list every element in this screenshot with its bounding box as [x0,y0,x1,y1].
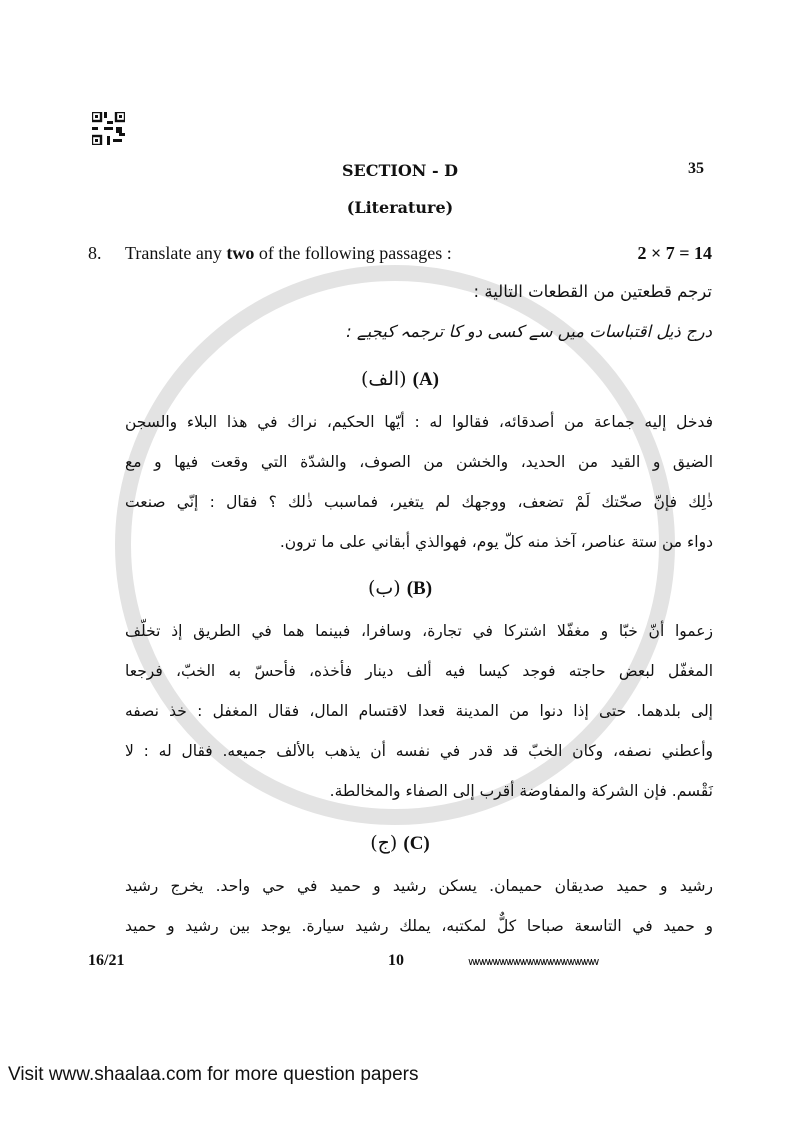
passage-c [125,866,713,946]
passage-a [125,402,713,562]
question-code: 35 [688,160,704,177]
passage-b-heading: (ب) (B) [367,577,433,599]
passage-c-heading: (ج) (C) [370,832,430,854]
question-number: 8. [88,243,102,263]
passage-b [125,611,713,811]
passage-line: فدخل إليه جماعة من أصدقائه، فقالوا له : أيّها الحكيم، نراك في هذا البلاء والسجن [125,413,713,431]
section-subtitle: (Literature) [346,198,454,217]
passage-line: رشيد و حميد صديقان حميمان. يسكن رشيد و حميد في حي واحد. يخرج رشيد [125,877,713,895]
passage-line: إلى بلدهما. حتى إذا دنوا من المدينة قعدا لاقتسام المال، فقال المغفل : خذ نصفه [125,702,713,720]
passage-line: زعموا أنّ خبّا و مغفّلا اشتركا في تجارة، وسافرا، فبينما هما في الطريق إذ تخلّف [125,622,713,640]
paper-code: 16/21 [88,952,125,969]
section-title: SECTION - D [341,161,459,180]
passage-a-heading: (الف) (A) [360,368,440,390]
passage-line: الضيق و القيد من الحديد، والخشن من الصوف، والشدّة التي وقعت فيها و مع [125,453,713,471]
page-content [0,160,800,970]
passage-line: ذٰلِك فإنّ صحّتك لَمْ تضعف، ووجهك لم يتغير، فماسبب ذٰلك ؟ فقال : إنّي صنعت [125,493,713,511]
question-row [0,241,800,265]
section-header-row [0,160,800,182]
wavy-line: wwwwwwwwwwwwwwwwwww [468,955,598,968]
arabic-instruction: ترجم قطعتين من القطعات التالية : [473,282,712,301]
passage-line: دواء من ستة عناصر، آخذ منه كلّ يوم، فهوالذي أبقاني على ما ترون. [279,533,713,551]
page-footer [0,952,800,970]
passage-line: و حميد في التاسعة صباحا كلٌّ لمكتبه، يملك رشيد سيارة. يوجد بين رشيد و حميد [125,917,713,935]
urdu-instruction: درج ذیل اقتباسات میں سے کسی دو کا ترجمہ کیجیے : [346,322,712,341]
passage-line: نَقْسم. فإن الشركة والمفاوضة أقرب إلى الصفاء والمخالطة. [329,782,713,800]
question-marks: 2 × 7 = 14 [637,243,712,263]
passage-line: وأعطني نصفه، وكان الخبّ قد قدر في نفسه أن يذهب بالألف جميعه. فقال له : لا [125,742,713,760]
qr-code-icon [92,112,125,145]
page-number: 10 [388,952,404,969]
shaalaa-banner-link[interactable]: Visit www.shaalaa.com for more question papers [8,1064,419,1085]
question-text: Translate any two of the following passages : [125,243,452,263]
passage-line: المغفّل لبعض حاجته فوجد كيسا فيه ألف دينار فأخذه، فأحسّ به الخبّ، فرجعا [125,662,713,680]
